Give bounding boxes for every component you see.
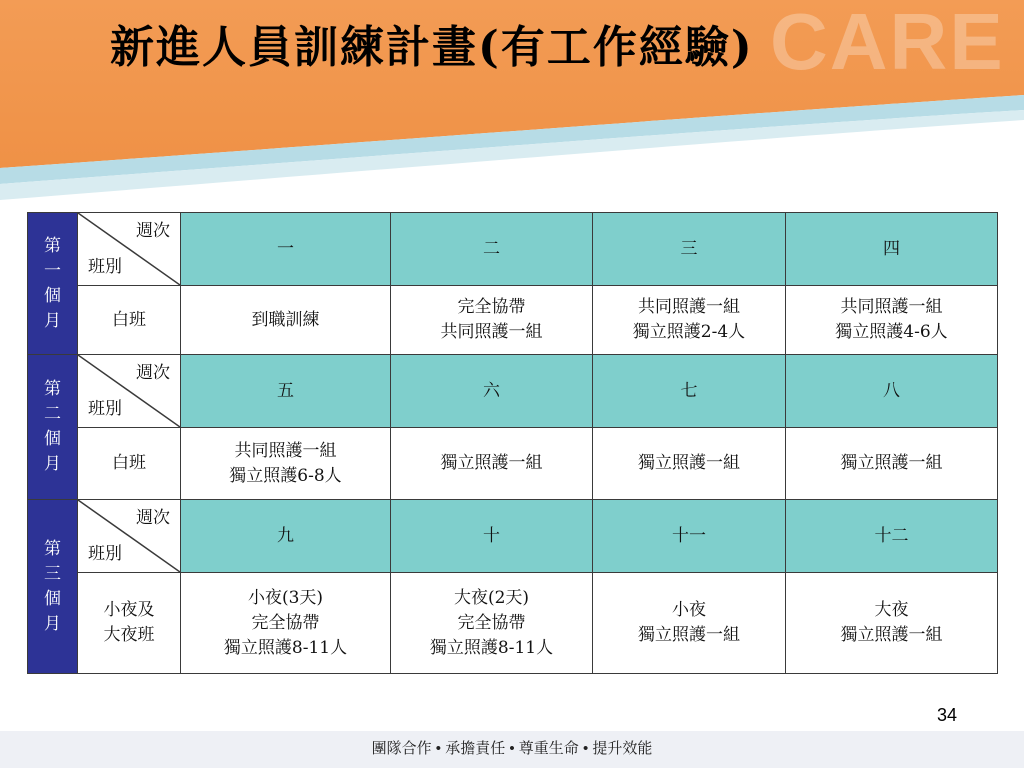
training-task-line: 獨立照護一組 xyxy=(638,453,740,473)
month-label-char: 個 xyxy=(44,588,61,609)
shift-type-line: 小夜及 xyxy=(103,600,155,620)
training-task-line: 獨立照護一組 xyxy=(840,453,943,473)
diagonal-header-shift-label: 班別 xyxy=(88,399,122,419)
shift-row xyxy=(28,286,998,355)
training-task-line: 共同照護一組 xyxy=(234,440,337,461)
page-number: 34 xyxy=(937,705,958,725)
shift-type-cell xyxy=(78,573,181,674)
shift-type-line: 大夜班 xyxy=(103,625,155,645)
training-plan-table xyxy=(27,212,998,674)
shift-type-cell xyxy=(78,428,181,500)
training-task-cell xyxy=(181,573,391,674)
training-task-cell xyxy=(786,573,998,674)
diagonal-header-cell xyxy=(78,500,181,573)
training-task-line: 獨立照護6-8人 xyxy=(229,465,342,486)
training-task-line: 小夜(3天) xyxy=(247,587,324,608)
training-task-line: 共同照護一組 xyxy=(440,322,543,342)
training-task-line: 小夜 xyxy=(672,600,706,620)
training-task-cell xyxy=(593,428,786,500)
week-number-cell: 五 xyxy=(181,355,391,428)
training-task-line: 獨立照護8-11人 xyxy=(223,637,348,658)
week-header-row xyxy=(28,500,998,573)
week-number-cell: 七 xyxy=(593,355,786,428)
training-task-cell xyxy=(593,573,786,674)
training-task-cell xyxy=(391,573,593,674)
week-number-cell: 四 xyxy=(786,213,998,286)
training-task-line: 共同照護一組 xyxy=(840,297,943,317)
training-task-cell xyxy=(391,428,593,500)
week-header-row xyxy=(28,355,998,428)
training-task-line: 大夜(2天) xyxy=(453,587,530,608)
shift-row xyxy=(28,428,998,500)
diagonal-header-shift-label: 班別 xyxy=(88,257,122,277)
month-label-char: 三 xyxy=(44,563,61,584)
week-number-cell: 十二 xyxy=(786,500,998,573)
training-task-cell xyxy=(593,286,786,355)
week-header-row xyxy=(28,213,998,286)
shift-type-line: 白班 xyxy=(112,309,146,330)
diagonal-header-week-label: 週次 xyxy=(136,508,170,528)
week-number-cell: 三 xyxy=(593,213,786,286)
month-label-char: 個 xyxy=(44,429,61,449)
month-label-char: 月 xyxy=(44,613,61,634)
diagonal-header-cell xyxy=(78,213,181,286)
footer-slogan: 團隊合作 • 承擔責任 • 尊重生命 • 提升效能 xyxy=(371,740,653,757)
month-label-char: 一 xyxy=(44,260,61,281)
training-task-line: 共同照護一組 xyxy=(638,297,740,317)
training-task-line: 獨立照護4-6人 xyxy=(835,322,948,342)
diagonal-header-shift-label: 班別 xyxy=(88,544,122,564)
care-watermark: CARE xyxy=(770,0,1005,86)
month-label-char: 月 xyxy=(44,310,61,331)
diagonal-header-week-label: 週次 xyxy=(136,363,170,383)
month-label-char: 第 xyxy=(44,235,61,256)
month-label xyxy=(28,213,78,355)
shift-row xyxy=(28,573,998,674)
slide-title: 新進人員訓練計畫(有工作經驗) xyxy=(110,22,754,73)
training-task-line: 獨立照護8-11人 xyxy=(429,637,554,658)
training-task-cell xyxy=(181,428,391,500)
training-task-line: 獨立照護2-4人 xyxy=(632,322,746,342)
training-task-line: 完全協帶 xyxy=(251,612,320,633)
month-label-char: 第 xyxy=(44,538,61,559)
training-task-cell xyxy=(181,286,391,355)
month-label-char: 月 xyxy=(44,454,61,474)
training-task-line: 獨立照護一組 xyxy=(440,453,543,473)
shift-type-line: 白班 xyxy=(112,453,146,473)
month-label-char: 個 xyxy=(44,285,61,306)
month-label xyxy=(28,355,78,500)
month-label-char: 二 xyxy=(44,404,61,424)
week-number-cell: 八 xyxy=(786,355,998,428)
training-task-line: 完全協帶 xyxy=(457,297,526,317)
training-task-line: 完全協帶 xyxy=(457,612,526,633)
shift-type-cell xyxy=(78,286,181,355)
training-task-cell xyxy=(786,286,998,355)
training-task-line: 獨立照護一組 xyxy=(638,625,740,645)
week-number-cell: 十一 xyxy=(593,500,786,573)
month-label-char: 第 xyxy=(44,379,61,399)
diagonal-header-week-label: 週次 xyxy=(136,221,170,241)
training-task-line: 到職訓練 xyxy=(251,309,320,330)
training-task-cell xyxy=(391,286,593,355)
week-number-cell: 九 xyxy=(181,500,391,573)
week-number-cell: 十 xyxy=(391,500,593,573)
week-number-cell: 六 xyxy=(391,355,593,428)
week-number-cell: 一 xyxy=(181,213,391,286)
training-task-cell xyxy=(786,428,998,500)
training-task-line: 大夜 xyxy=(874,600,909,620)
month-label xyxy=(28,500,78,674)
week-number-cell: 二 xyxy=(391,213,593,286)
diagonal-header-cell xyxy=(78,355,181,428)
training-task-line: 獨立照護一組 xyxy=(840,625,943,645)
